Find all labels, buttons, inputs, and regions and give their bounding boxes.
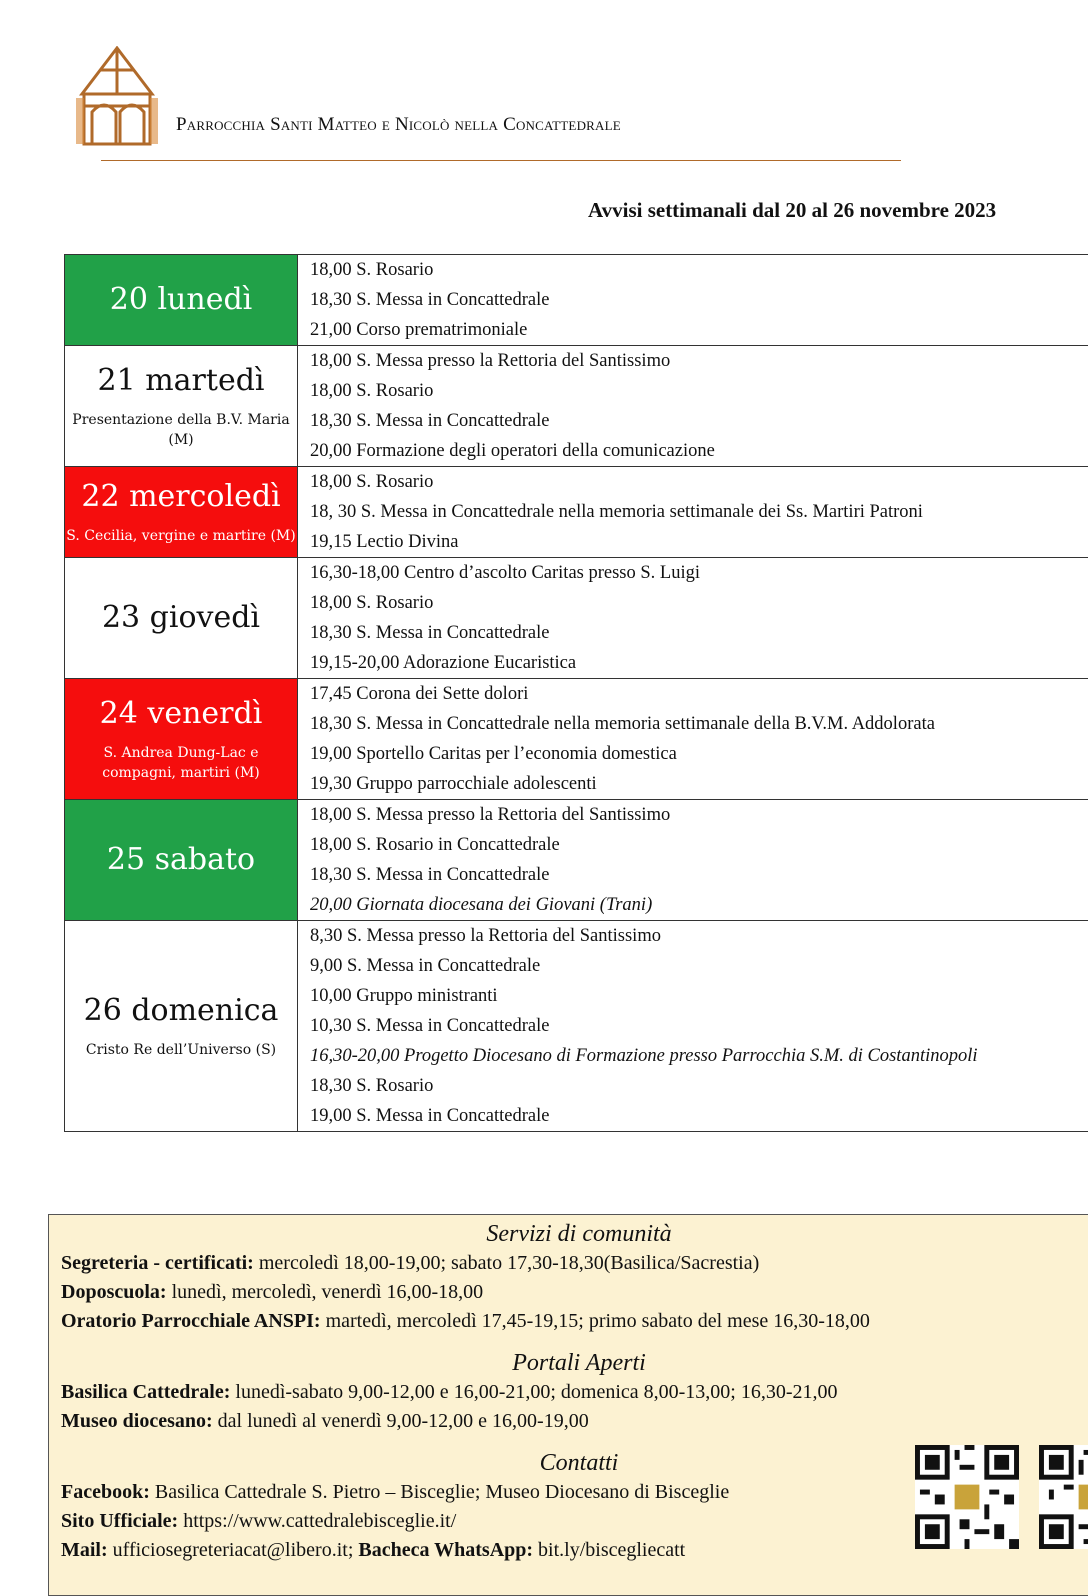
events-cell (298, 679, 1088, 800)
event-item: 20,00 Formazione degli operatori della comunicazione (298, 436, 1088, 466)
portals-line (49, 1407, 1088, 1436)
day-label: 24 venerdì (65, 695, 297, 733)
qr-code-icon[interactable] (1039, 1445, 1088, 1549)
community-label: Doposcuola: (61, 1281, 167, 1303)
services-panel (48, 1214, 1088, 1596)
contacts-text: https://www.cattedralebisceglie.it/ (178, 1510, 456, 1532)
church-logo-icon (72, 46, 162, 150)
events-cell (298, 346, 1088, 467)
portals-label: Museo diocesano: (61, 1410, 213, 1432)
contacts-text: ufficiosegreteriacat@libero.it; (108, 1539, 359, 1561)
schedule-row (65, 921, 1088, 1132)
schedule-row (65, 467, 1088, 558)
events-cell (298, 467, 1088, 558)
day-cell (65, 467, 298, 558)
day-label: 23 giovedì (65, 599, 297, 637)
page-title: Avvisi settimanali dal 20 al 26 novembre 2023 (588, 198, 996, 223)
event-item: 19,15 Lectio Divina (298, 527, 1088, 557)
event-item: 9,00 S. Messa in Concattedrale (298, 951, 1088, 981)
day-cell (65, 558, 298, 679)
contacts-label: Sito Ufficiale: (61, 1510, 178, 1532)
event-item: 18,30 S. Rosario (298, 1071, 1088, 1101)
event-item: 18,00 S. Rosario (298, 467, 1088, 497)
contacts-label: Bacheca WhatsApp: (358, 1539, 533, 1561)
parish-name: Parrocchia Santi Matteo e Nicolò nella Concattedrale (176, 114, 621, 136)
day-cell (65, 800, 298, 921)
event-item: 10,00 Gruppo ministranti (298, 981, 1088, 1011)
event-item: 18,30 S. Messa in Concattedrale (298, 618, 1088, 648)
liturgical-note: S. Andrea Dung-Lac e compagni, martiri (M) (65, 743, 297, 783)
event-item: 19,00 Sportello Caritas per l’economia domestica (298, 739, 1088, 769)
event-item: 18,30 S. Messa in Concattedrale (298, 860, 1088, 890)
events-cell (298, 558, 1088, 679)
event-item: 18,30 S. Messa in Concattedrale nella memoria settimanale della B.V.M. Addolorata (298, 709, 1088, 739)
event-item: 21,00 Corso prematrimoniale (298, 315, 1088, 345)
event-item: 18, 30 S. Messa in Concattedrale nella memoria settimanale dei Ss. Martiri Patroni (298, 497, 1088, 527)
day-label: 21 martedì (65, 362, 297, 400)
portals-text: lunedì-sabato 9,00-12,00 e 16,00-21,00; domenica 8,00-13,00; 16,30-21,00 (230, 1381, 837, 1403)
schedule-row (65, 255, 1088, 346)
day-cell (65, 921, 298, 1132)
event-item: 16,30-18,00 Centro d’ascolto Caritas presso S. Luigi (298, 558, 1088, 588)
day-label: 22 mercoledì (65, 478, 297, 516)
community-line (49, 1307, 1088, 1336)
community-text: lunedì, mercoledì, venerdì 16,00-18,00 (167, 1281, 484, 1303)
event-item: 18,00 S. Rosario (298, 376, 1088, 406)
liturgical-note: Presentazione della B.V. Maria (M) (65, 410, 297, 450)
portals-label: Basilica Cattedrale: (61, 1381, 230, 1403)
event-item: 10,30 S. Messa in Concattedrale (298, 1011, 1088, 1041)
day-cell (65, 679, 298, 800)
schedule-row (65, 679, 1088, 800)
event-item: 19,00 S. Messa in Concattedrale (298, 1101, 1088, 1131)
community-text: mercoledì 18,00-19,00; sabato 17,30-18,30(Basilica/Sacrestia) (254, 1252, 759, 1274)
event-item: 17,45 Corona dei Sette dolori (298, 679, 1088, 709)
events-cell (298, 800, 1088, 921)
event-item: 18,00 S. Rosario (298, 588, 1088, 618)
portals-text: dal lunedì al venerdì 9,00-12,00 e 16,00-19,00 (213, 1410, 589, 1432)
contacts-label: Mail: (61, 1539, 108, 1561)
schedule-row (65, 558, 1088, 679)
schedule-row (65, 346, 1088, 467)
day-cell (65, 255, 298, 346)
community-text: martedì, mercoledì 17,45-19,15; primo sabato del mese 16,30-18,00 (321, 1310, 870, 1332)
event-item: 18,00 S. Rosario in Concattedrale (298, 830, 1088, 860)
header-divider (101, 160, 901, 161)
liturgical-note: S. Cecilia, vergine e martire (M) (65, 526, 297, 546)
community-line (49, 1278, 1088, 1307)
contacts-text: Basilica Cattedrale S. Pietro – Bisceglie; Museo Diocesano di Bisceglie (150, 1481, 729, 1503)
portals-line (49, 1378, 1088, 1407)
community-label: Oratorio Parrocchiale ANSPI: (61, 1310, 321, 1332)
event-item: 16,30-20,00 Progetto Diocesano di Formazione presso Parrocchia S.M. di Costantinopoli (298, 1041, 1088, 1071)
weekly-schedule-table (64, 254, 1088, 1132)
day-cell (65, 346, 298, 467)
events-cell (298, 921, 1088, 1132)
event-item: 18,00 S. Messa presso la Rettoria del Santissimo (298, 800, 1088, 830)
event-item: 8,30 S. Messa presso la Rettoria del Santissimo (298, 921, 1088, 951)
day-label: 25 sabato (65, 841, 297, 879)
event-item: 19,15-20,00 Adorazione Eucaristica (298, 648, 1088, 678)
contacts-title: Contatti (49, 1448, 1088, 1478)
event-item: 19,30 Gruppo parrocchiale adolescenti (298, 769, 1088, 799)
day-label: 20 lunedì (65, 281, 297, 319)
contacts-label: Facebook: (61, 1481, 150, 1503)
community-line (49, 1249, 1088, 1278)
schedule-row (65, 800, 1088, 921)
event-item: 18,00 S. Rosario (298, 255, 1088, 285)
liturgical-note: Cristo Re dell’Universo (S) (65, 1040, 297, 1060)
event-item: 20,00 Giornata diocesana dei Giovani (Trani) (298, 890, 1088, 920)
contacts-text: bit.ly/biscegliecatt (533, 1539, 685, 1561)
event-item: 18,00 S. Messa presso la Rettoria del Santissimo (298, 346, 1088, 376)
community-label: Segreteria - certificati: (61, 1252, 254, 1274)
event-item: 18,30 S. Messa in Concattedrale (298, 285, 1088, 315)
open-portals-title: Portali Aperti (49, 1348, 1088, 1378)
community-services-title: Servizi di comunità (49, 1219, 1088, 1249)
events-cell (298, 255, 1088, 346)
qr-code-icon[interactable] (915, 1445, 1019, 1549)
day-label: 26 domenica (65, 992, 297, 1030)
event-item: 18,30 S. Messa in Concattedrale (298, 406, 1088, 436)
